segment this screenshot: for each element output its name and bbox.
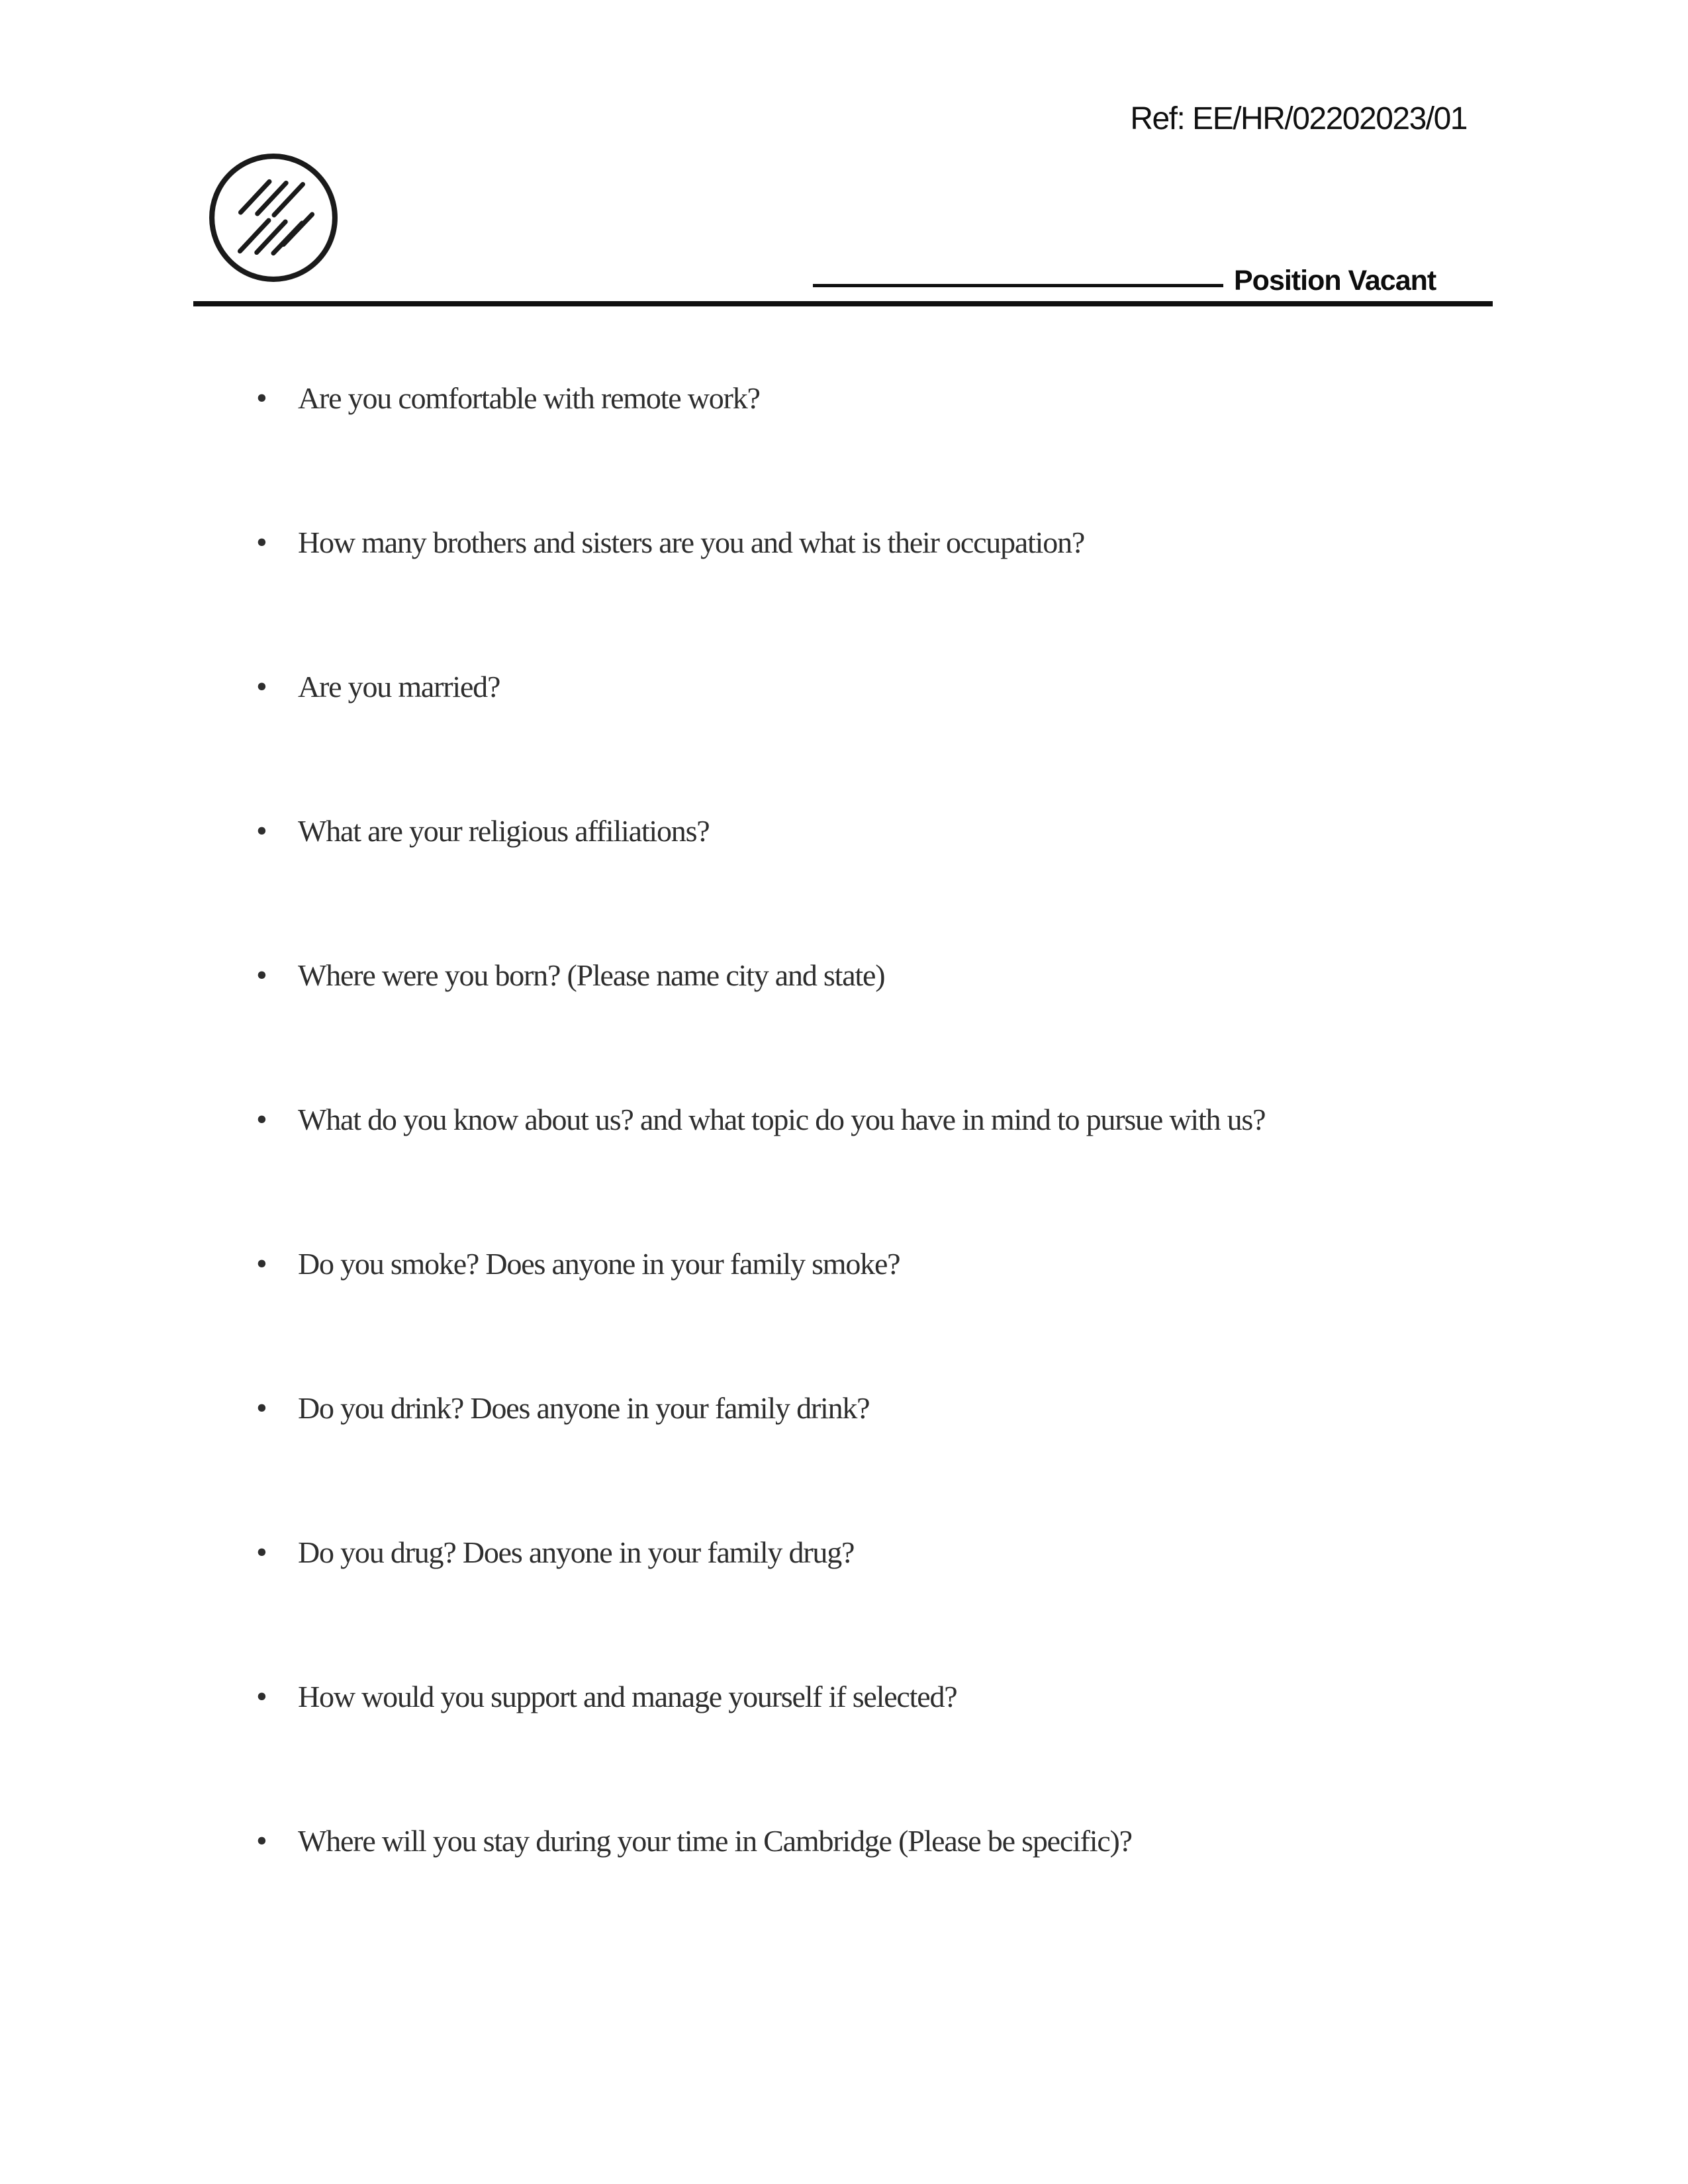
question-item: • How would you support and manage yourself if selected?	[256, 1678, 1265, 1715]
header-divider-rule	[193, 301, 1493, 306]
question-item: • How many brothers and sisters are you and what is their occupation?	[256, 524, 1265, 561]
section-title: Position Vacant	[1234, 265, 1436, 296]
question-item: • Do you smoke? Does anyone in your family smoke?	[256, 1246, 1265, 1283]
question-item: • Are you comfortable with remote work?	[256, 380, 1265, 417]
question-item: • What do you know about us? and what topic do you have in mind to pursue with us?	[256, 1101, 1265, 1138]
reference-number: Ref: EE/HR/02202023/01	[1130, 101, 1467, 136]
questions-list	[256, 380, 1265, 1967]
question-item: • Are you married?	[256, 668, 1265, 705]
section-title-rule	[813, 284, 1223, 287]
question-item: • What are your religious affiliations?	[256, 813, 1265, 850]
company-logo-icon	[207, 150, 340, 286]
question-item: • Where were you born? (Please name city and state)	[256, 957, 1265, 994]
question-item: • Do you drink? Does anyone in your family drink?	[256, 1390, 1265, 1427]
question-item: • Where will you stay during your time in Cambridge (Please be specific)?	[256, 1823, 1265, 1860]
question-item: • Do you drug? Does anyone in your family drug?	[256, 1534, 1265, 1571]
